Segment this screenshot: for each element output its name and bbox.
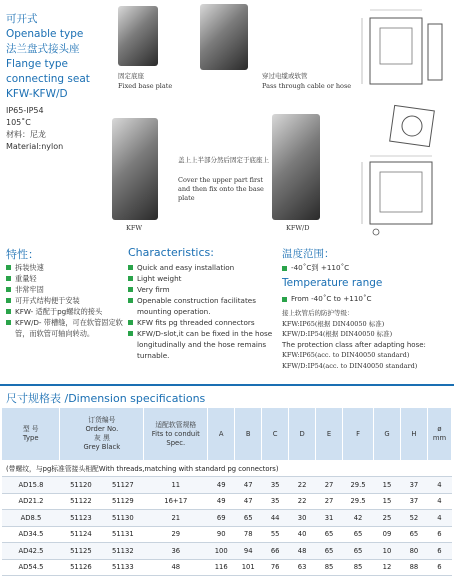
table-cell: 85 [316, 559, 343, 576]
table-cell: 25 [374, 510, 401, 527]
table-cell: 10 [374, 543, 401, 560]
table-cell: AD8.5 [2, 510, 60, 527]
table-cell: 51129 [102, 493, 144, 510]
header-type: 型 号 Type [2, 408, 60, 460]
temp-range-en: From -40˚C to +110˚C [282, 294, 372, 303]
table-cell: 65 [343, 543, 374, 560]
table-row [2, 543, 452, 560]
table-cell: 35 [262, 477, 289, 494]
table-cell: 37 [400, 477, 427, 494]
table-cell: 52 [400, 510, 427, 527]
caption-upper-cn: 盖上上半部分然后固定于底座上 [178, 156, 269, 164]
table-cell: 15 [374, 477, 401, 494]
table-cell: 48 [144, 559, 208, 576]
table-cell: 09 [374, 526, 401, 543]
table-cell: 78 [235, 526, 262, 543]
title-block [6, 12, 116, 153]
features-en-heading: Characteristics: [128, 246, 214, 259]
section-divider [0, 384, 454, 386]
drawing-bottom [352, 152, 450, 242]
title-line: 法兰盘式接头座 [6, 43, 80, 55]
list-item: 拆装快速 [6, 262, 124, 273]
caption-fixed-cn: 固定底座 [118, 72, 144, 80]
table-cell: 15 [374, 493, 401, 510]
table-cell: 31 [316, 510, 343, 527]
table-cell: 51120 [60, 477, 102, 494]
table-cell: 27 [316, 493, 343, 510]
protection-en-intro: The protection class after adapting hose: [282, 340, 426, 349]
table-cell: 51132 [102, 543, 144, 560]
table-cell: 11 [144, 477, 208, 494]
table-cell: 30 [289, 510, 316, 527]
table-cell: 51130 [102, 510, 144, 527]
table-cell: 48 [289, 543, 316, 560]
table-cell: 6 [427, 543, 451, 560]
features-en-list [128, 262, 278, 361]
protection-cn-l2: KFW/D:IP54(根据 DIN40050 标准) [282, 330, 393, 338]
features-cn-heading: 特性： [6, 248, 39, 261]
table-cell: 49 [208, 493, 235, 510]
table-cell: AD34.5 [2, 526, 60, 543]
title-line: KFW-KFW/D [6, 88, 68, 100]
spec-material-cn: 材料：尼龙 [6, 130, 46, 139]
temp-heading-cn: 温度范围： [282, 248, 335, 260]
header-e: E [316, 408, 343, 460]
table-cell: 63 [289, 559, 316, 576]
list-item: Very firm [128, 284, 278, 295]
drawing-flange-view [388, 104, 436, 148]
table-cell: 29.5 [343, 477, 374, 494]
table-cell: 4 [427, 493, 451, 510]
table-cell: 35 [262, 493, 289, 510]
table-cell: 37 [400, 493, 427, 510]
list-item: 非常牢固 [6, 284, 124, 295]
table-cell: 69 [208, 510, 235, 527]
table-cell: 76 [262, 559, 289, 576]
table-cell: AD54.5 [2, 559, 60, 576]
table-cell: AD15.8 [2, 477, 60, 494]
table-cell: 22 [289, 493, 316, 510]
caption-cable-cn: 穿过电缆或软管 [262, 72, 308, 80]
table-cell: 88 [400, 559, 427, 576]
table-cell: 90 [208, 526, 235, 543]
protection-block [282, 308, 452, 371]
table-cell: 29.5 [343, 493, 374, 510]
header-g: G [374, 408, 401, 460]
table-cell: 36 [144, 543, 208, 560]
list-item: 可开式结构便于安装 [6, 295, 124, 306]
table-header-row [2, 408, 452, 460]
header-a: A [208, 408, 235, 460]
protection-en-l2: KFW/D:IP54(acc. to DIN40050 standard) [282, 361, 418, 370]
table-row [2, 493, 452, 510]
list-item: Openable construction facilitates mounting operation. [128, 295, 278, 317]
spec-ip: IP65-IP54 [6, 106, 44, 115]
table-cell: 6 [427, 526, 451, 543]
caption-fixed-en: Fixed base plate [118, 82, 173, 90]
header-h: H [400, 408, 427, 460]
table-cell: 80 [400, 543, 427, 560]
table-cell: 6 [427, 559, 451, 576]
features-cn-list [6, 262, 124, 339]
table-cell: 51124 [60, 526, 102, 543]
photo-pass-cable [200, 4, 248, 70]
table-note: (带螺纹，与pg标准管接头相配With threads,matching with standard pg connectors) [2, 460, 452, 477]
table-cell: 40 [289, 526, 316, 543]
title-line: connecting seat [6, 73, 90, 85]
table-cell: 55 [262, 526, 289, 543]
table-cell: 47 [235, 477, 262, 494]
table-cell: 47 [235, 493, 262, 510]
table-cell: AD21.2 [2, 493, 60, 510]
table-row [2, 526, 452, 543]
list-item: 重量轻 [6, 273, 124, 284]
list-item: Quick and easy installation [128, 262, 278, 273]
table-cell: 65 [316, 526, 343, 543]
table-cell: 44 [262, 510, 289, 527]
table-cell: 51127 [102, 477, 144, 494]
table-cell: 16+17 [144, 493, 208, 510]
protection-cn-l1: KFW:IP65(根据 DIN40050 标准) [282, 319, 385, 328]
table-cell: 22 [289, 477, 316, 494]
table-cell: 65 [400, 526, 427, 543]
table-cell: 66 [262, 543, 289, 560]
table-cell: 51133 [102, 559, 144, 576]
caption-upper-en: Cover the upper part first and then fix onto the base plate [178, 176, 264, 202]
list-item: KFW fits pg threaded connectors [128, 317, 278, 328]
table-note-row [2, 460, 452, 477]
drawing-top [352, 4, 450, 104]
title-line: Openable type [6, 28, 84, 40]
spec-material-en: Material:nylon [6, 142, 64, 151]
header-phi: ø mm [427, 408, 451, 460]
table-row [2, 477, 452, 494]
table-cell: 101 [235, 559, 262, 576]
header-order: 订货编号 Order No. 灰 黑 Grey Black [60, 408, 144, 460]
header-spec: 适配软管规格 Fits to conduit Spec. [144, 408, 208, 460]
list-item: KFW- 适配于pg螺纹的接头 [6, 306, 124, 317]
table-cell: 29 [144, 526, 208, 543]
table-cell: 12 [374, 559, 401, 576]
protection-cn-intro: 接上软管后的防护等级： [282, 309, 354, 317]
table-cell: 51126 [60, 559, 102, 576]
caption-cable-en: Pass through cable or hose [262, 82, 352, 90]
photo-fixed-base [118, 6, 158, 66]
table-cell: 42 [343, 510, 374, 527]
table-cell: 51131 [102, 526, 144, 543]
table-cell: 51122 [60, 493, 102, 510]
caption-kfwd: KFW/D [286, 224, 310, 232]
photo-kfw [112, 118, 158, 220]
temp-range-cn: -40˚C到 +110˚C [282, 263, 349, 273]
title-line: Flange type [6, 58, 68, 70]
header-b: B [235, 408, 262, 460]
table-cell: 51123 [60, 510, 102, 527]
caption-kfw: KFW [126, 224, 143, 232]
table-cell: 94 [235, 543, 262, 560]
table-cell: 100 [208, 543, 235, 560]
table-cell: 4 [427, 510, 451, 527]
list-item: Light weight [128, 273, 278, 284]
list-item: KFW/D-slot,it can be fixed in the hose longitudinally and the hose remains turnable. [128, 328, 278, 361]
table-cell: 27 [316, 477, 343, 494]
table-cell: 51125 [60, 543, 102, 560]
title-line: 可开式 [6, 13, 38, 25]
header-d: D [289, 408, 316, 460]
dimension-table [2, 408, 452, 576]
header-c: C [262, 408, 289, 460]
table-cell: 21 [144, 510, 208, 527]
header-f: F [343, 408, 374, 460]
temp-heading-en: Temperature range [282, 277, 383, 289]
table-cell: 65 [343, 526, 374, 543]
photo-kfwd [272, 114, 320, 220]
table-cell: 4 [427, 477, 451, 494]
table-cell: 85 [343, 559, 374, 576]
table-cell: 65 [316, 543, 343, 560]
table-row [2, 559, 452, 576]
table-cell: 65 [235, 510, 262, 527]
list-item: KFW/D- 带槽缝，可在软管固定软管，而软管可轴向转动。 [6, 317, 124, 339]
dimension-title: 尺寸规格表 /Dimension specifications [6, 392, 206, 405]
table-row [2, 510, 452, 527]
protection-en-l1: KFW:IP65(acc. to DIN40050 standard) [282, 351, 410, 359]
table-cell: 49 [208, 477, 235, 494]
table-cell: AD42.5 [2, 543, 60, 560]
table-cell: 116 [208, 559, 235, 576]
spec-temp: 105˚C [6, 118, 31, 127]
